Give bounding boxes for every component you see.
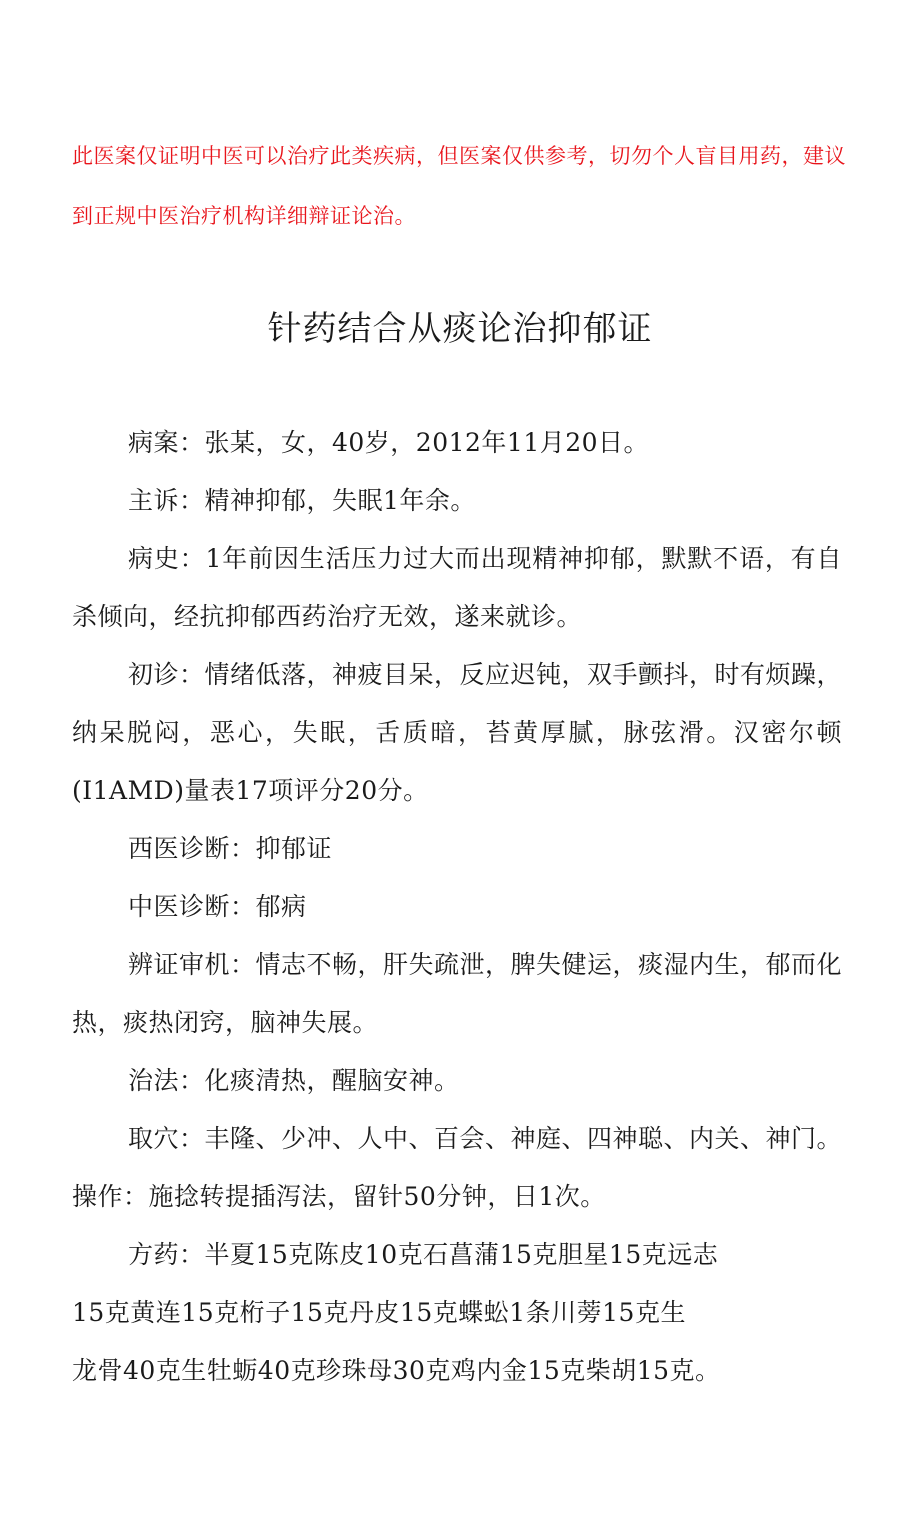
treatment-method: 治法：化痰清热，醒脑安神。 bbox=[128, 1066, 460, 1095]
acupoints: 取穴：丰隆、少冲、人中、百会、神庭、四神聪、内关、神门。操作：施捻转提插泻法，留针50分钟，日1次。 bbox=[72, 1124, 843, 1211]
first-visit: 初诊：情绪低落，神疲目呆，反应迟钝，双手颤抖，时有烦躁，纳呆脱闷，恶心，失眠，舌质暗，苔黄厚腻，脉弦滑。汉密尔顿(I1AMD)量表17项评分20分。 bbox=[72, 660, 843, 805]
case-info: 病案：张某，女，40岁，2012年11月20日。 bbox=[128, 428, 650, 457]
tcm-diagnosis: 中医诊断：郁病 bbox=[128, 892, 307, 921]
document-title: 针药结合从痰论治抑郁证 bbox=[267, 309, 653, 349]
prescription bbox=[72, 1226, 842, 1400]
chief-complaint: 主诉：精神抑郁，失眠1年余。 bbox=[128, 486, 476, 515]
medical-history: 病史：1年前因生活压力过大而出现精神抑郁，默默不语，有自杀倾向，经抗抑郁西药治疗无效，遂来就诊。 bbox=[72, 544, 842, 631]
prescription-line: 方药：半夏15克陈皮10克石菖蒲15克胆星15克远志 bbox=[128, 1240, 719, 1269]
case-record bbox=[72, 414, 842, 1400]
disclaimer-notice: 此医案仅证明中医可以治疗此类疾病，但医案仅供参考，切勿个人盲目用药，建议到正规中医治疗机构详细辩证论治。 bbox=[72, 144, 846, 228]
prescription-line: 15克黄连15克桁子15克丹皮15克蝶蚣1条川蒡15克生 bbox=[72, 1298, 686, 1327]
pathogenesis: 辨证审机：情志不畅，肝失疏泄，脾失健运，痰湿内生，郁而化热，痰热闭窍，脑神失展。 bbox=[72, 950, 843, 1037]
western-diagnosis: 西医诊断：抑郁证 bbox=[128, 834, 333, 863]
prescription-line: 龙骨40克生牡蛎40克珍珠母30克鸡内金15克柴胡15克。 bbox=[72, 1356, 721, 1385]
